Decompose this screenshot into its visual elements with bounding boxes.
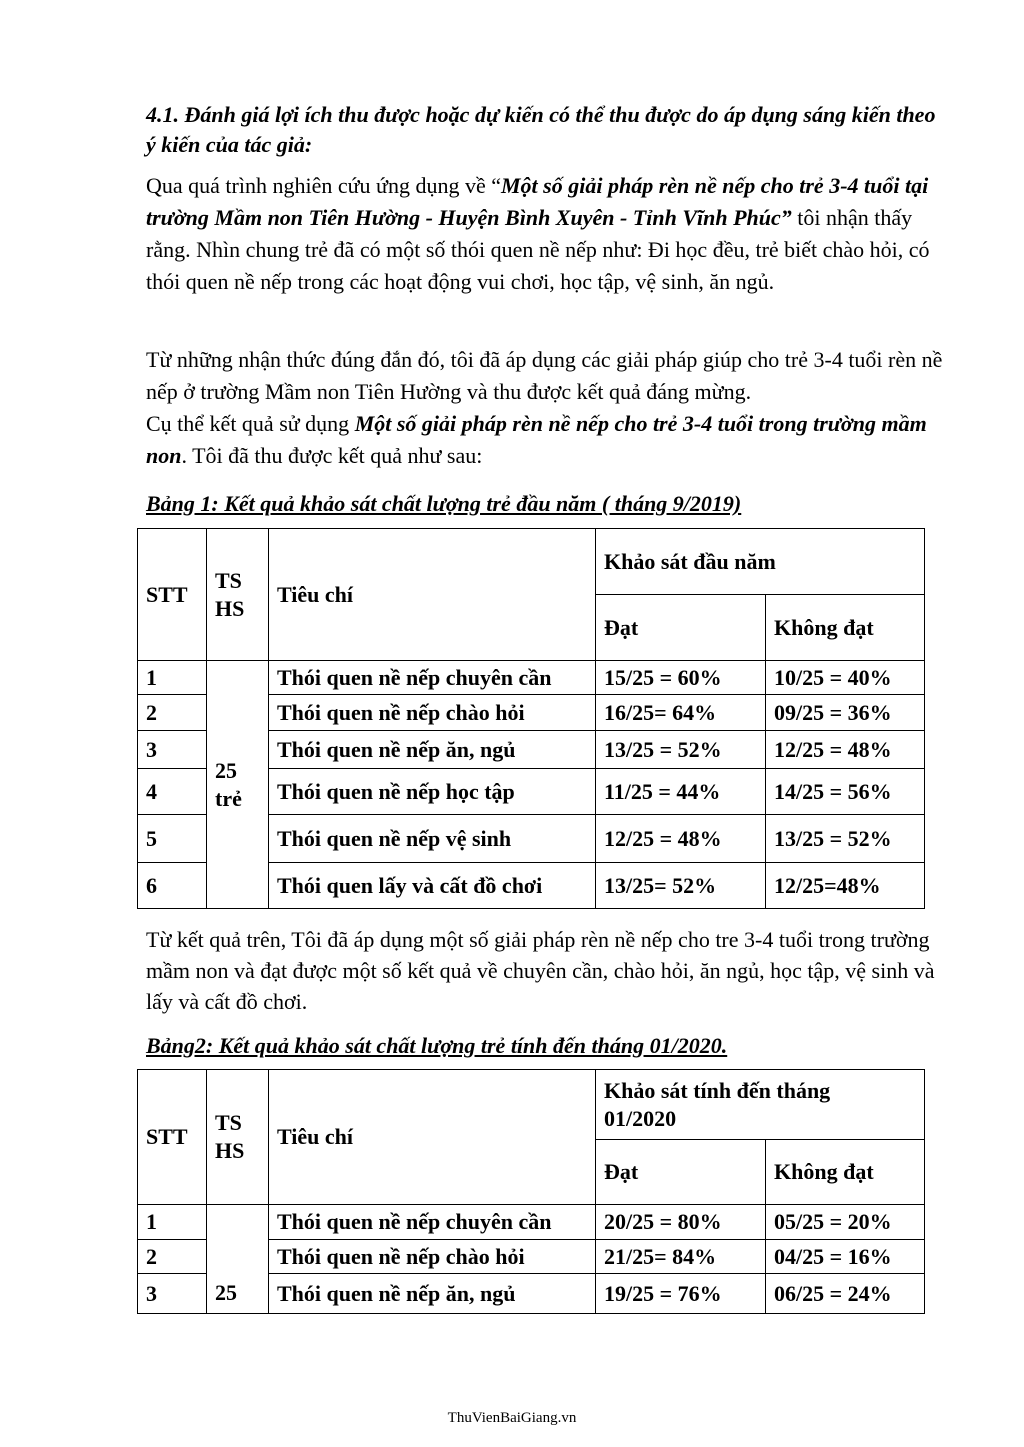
row-pass: 21/25= 84%: [596, 1240, 766, 1274]
header-pass: Đạt: [596, 595, 766, 661]
row-pass: 20/25 = 80%: [596, 1205, 766, 1240]
row-fail: 10/25 = 40%: [766, 661, 925, 695]
paragraph-results-suffix: . Tôi đã thu được kết quả như sau:: [181, 443, 483, 468]
row-stt: 1: [138, 1205, 207, 1240]
table2-caption: Bảng2: Kết quả khảo sát chất lượng trẻ tính đến tháng 01/2020.: [146, 1033, 728, 1058]
header-stt: STT: [138, 529, 207, 661]
header-ts: TS: [215, 567, 242, 593]
paragraph-results-prefix: Cụ thể kết quả sử dụng: [146, 411, 355, 436]
row-stt: 4: [138, 769, 207, 815]
row-criteria: Thói quen nề nếp chào hỏi: [269, 695, 596, 731]
row-stt: 2: [138, 1240, 207, 1274]
row-pass: 12/25 = 48%: [596, 815, 766, 863]
header-survey: Khảo sát đầu năm: [596, 529, 925, 595]
row-criteria: Thói quen nề nếp ăn, ngủ: [269, 1274, 596, 1314]
row-stt: 6: [138, 863, 207, 909]
header-ts-hs: [207, 1070, 269, 1205]
row-fail: 04/25 = 16%: [766, 1240, 925, 1274]
row-pass: 19/25 = 76%: [596, 1274, 766, 1314]
children-count: 25: [215, 757, 237, 783]
header-pass: Đạt: [596, 1140, 766, 1205]
row-pass: 16/25= 64%: [596, 695, 766, 731]
initiative-title: Một số giải pháp rèn nề nếp cho trẻ 3-4 tuổi tại trường Mầm non Tiên Hường - Huyện Bình Xuyên - Tỉnh Vĩnh Phúc”: [146, 173, 929, 230]
initiative-title-short: Một số giải pháp rèn nề nếp cho trẻ 3-4 tuổi trong trường mầm non: [146, 411, 927, 468]
paragraph-intro: [146, 170, 946, 298]
row-pass: 15/25 = 60%: [596, 661, 766, 695]
row-fail: 09/25 = 36%: [766, 695, 925, 731]
header-fail: Không đạt: [766, 595, 925, 661]
header-ts-hs: [207, 529, 269, 661]
row-stt: 5: [138, 815, 207, 863]
row-stt: 2: [138, 695, 207, 731]
children-count-unit: trẻ: [215, 785, 242, 811]
paragraph-awareness: Từ những nhận thức đúng đắn đó, tôi đã áp dụng các giải pháp giúp cho trẻ 3-4 tuổi rèn nề nếp ở trường Mầm non Tiên Hường và thu được kết quả đáng mừng.: [146, 347, 943, 404]
header-hs: HS: [215, 595, 245, 621]
row-pass: 11/25 = 44%: [596, 769, 766, 815]
section-heading: 4.1. Đánh giá lợi ích thu được hoặc dự kiến có thể thu được do áp dụng sáng kiến theo ý kiến của tác giả:: [146, 102, 936, 157]
row-criteria: Thói quen nề nếp vệ sinh: [269, 815, 596, 863]
row-fail: 06/25 = 24%: [766, 1274, 925, 1314]
row-stt: 3: [138, 731, 207, 769]
paragraph-outcome: Từ kết quả trên, Tôi đã áp dụng một số giải pháp rèn nề nếp cho tre 3-4 tuổi trong trường mầm non và đạt được một số kết quả về chuyên cần, chào hỏi, ăn ngủ, học tập, vệ sinh và lấy và cất đồ chơi.: [146, 927, 935, 1014]
row-pass: 13/25= 52%: [596, 863, 766, 909]
row-criteria: Thói quen nề nếp chuyên cần: [269, 1205, 596, 1240]
table1-caption: Bảng 1: Kết quả khảo sát chất lượng trẻ đầu năm ( tháng 9/2019): [146, 491, 742, 516]
row-criteria: Thói quen nề nếp ăn, ngủ: [269, 731, 596, 769]
header-criteria: Tiêu chí: [269, 1070, 596, 1205]
row-criteria: Thói quen nề nếp học tập: [269, 769, 596, 815]
row-criteria: Thói quen nề nếp chào hỏi: [269, 1240, 596, 1274]
row-fail: 14/25 = 56%: [766, 769, 925, 815]
header-hs: HS: [215, 1138, 245, 1163]
row-fail: 12/25 = 48%: [766, 731, 925, 769]
header-survey: Khảo sát tính đến tháng 01/2020: [596, 1070, 925, 1140]
header-criteria: Tiêu chí: [269, 529, 596, 661]
paragraph-intro-suffix: tôi nhận thấy rằng. Nhìn chung trẻ đã có một số thói quen nề nếp như: Đi học đều, trẻ biết chào hỏi, có thói quen nề nếp trong các hoạt động vui chơi, học tập, vệ sinh, ăn ngủ.: [146, 205, 930, 294]
children-count: 25: [215, 1280, 237, 1305]
table-row: [138, 1205, 925, 1240]
header-ts: TS: [215, 1110, 242, 1135]
paragraph-results: [146, 408, 946, 472]
header-fail: Không đạt: [766, 1140, 925, 1205]
row-fail: 12/25=48%: [766, 863, 925, 909]
table1-survey-start-of-year: [137, 528, 925, 909]
row-criteria: Thói quen nề nếp chuyên cần: [269, 661, 596, 695]
children-count-cell: [207, 1205, 269, 1314]
row-pass: 13/25 = 52%: [596, 731, 766, 769]
footer-watermark: ThuVienBaiGiang.vn: [447, 1410, 577, 1426]
row-fail: 05/25 = 20%: [766, 1205, 925, 1240]
table-row: [138, 661, 925, 695]
row-criteria: Thói quen lấy và cất đồ chơi: [269, 863, 596, 909]
children-count-cell: [207, 661, 269, 909]
table2-survey-jan-2020: [137, 1069, 925, 1314]
row-stt: 3: [138, 1274, 207, 1314]
table1-header-row: [138, 529, 925, 595]
paragraph-intro-prefix: Qua quá trình nghiên cứu ứng dụng về “: [146, 173, 501, 198]
header-stt: STT: [138, 1070, 207, 1205]
row-stt: 1: [138, 661, 207, 695]
row-fail: 13/25 = 52%: [766, 815, 925, 863]
table2-header-row: [138, 1070, 925, 1140]
